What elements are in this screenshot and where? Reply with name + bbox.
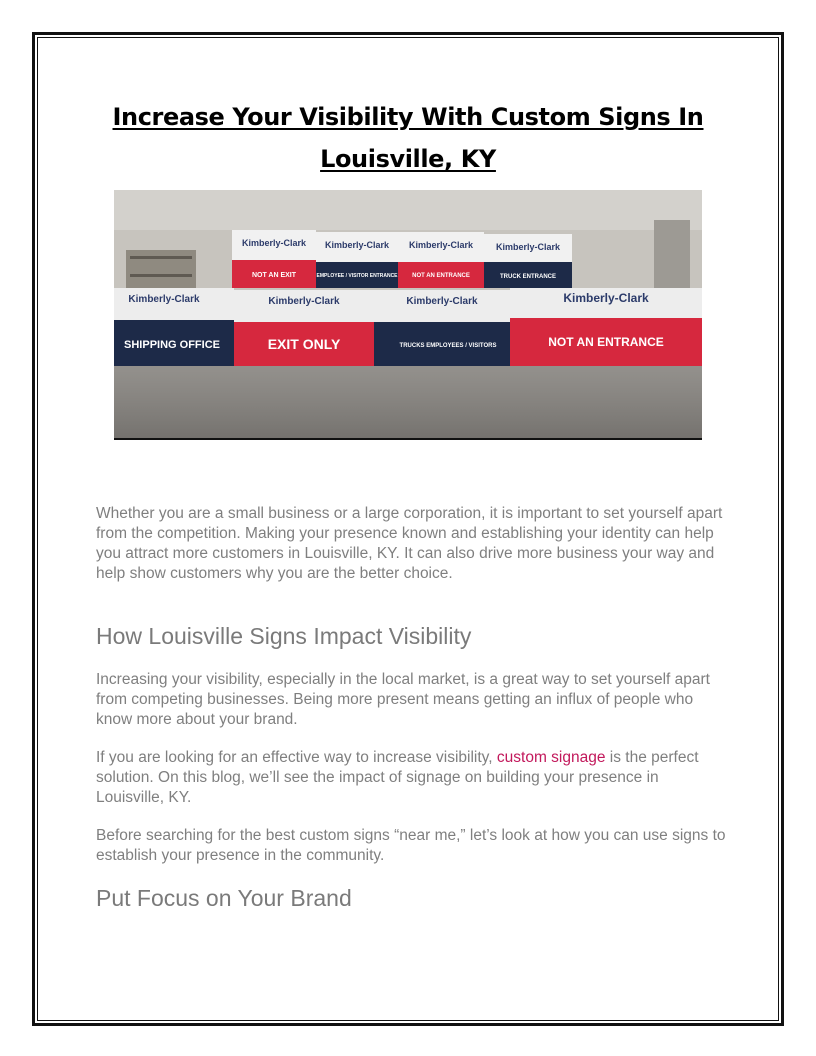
title-line-2: Louisville, KY [320,145,496,173]
paragraph-intro: Whether you are a small business or a large corporation, it is important to set yourself apart from the competition. Making your presence known and establishing your identity can help you attract more customers in Louisville, KY. It can also drive more business your way and help show customers why you are the better choice. [96,505,723,582]
front-logo-1: Kimberly-Clark [128,294,200,305]
title-line-1: Increase Your Visibility With Custom Signs In [112,103,704,131]
signs-photo [114,190,702,442]
back-label-2: EMPLOYEE / VISITOR ENTRANCE [316,273,398,279]
back-row-signs [232,230,572,288]
back-label-4: TRUCK ENTRANCE [500,274,556,280]
paragraph-custom-signage-before: If you are looking for an effective way to increase visibility, [96,749,497,766]
front-label-3: TRUCKS EMPLOYEES / VISITORS [399,343,497,349]
photo-underline [114,438,702,440]
heading-focus-brand: Put Focus on Your Brand [96,885,352,911]
front-label-4: NOT AN ENTRANCE [548,335,664,349]
front-label-1: SHIPPING OFFICE [124,339,220,351]
front-logo-3: Kimberly-Clark [406,296,478,307]
back-label-1: NOT AN EXIT [251,272,297,279]
back-logo-2: Kimberly-Clark [324,240,390,250]
front-logo-2: Kimberly-Clark [268,296,340,307]
heading-signs-impact: How Louisville Signs Impact Visibility [96,623,472,649]
custom-signage-link[interactable]: custom signage [496,749,606,766]
paragraph-custom-signage-after: is the perfect solution. On this blog, we’ll see the impact of signage on building your presence in Louisville, KY. [96,749,699,806]
front-label-2: EXIT ONLY [267,336,341,352]
front-logo-4: Kimberly-Clark [563,291,649,305]
back-label-3: NOT AN ENTRANCE [412,273,470,279]
front-row-signs [114,288,702,366]
back-logo-3: Kimberly-Clark [408,240,474,250]
paragraph-visibility: Increasing your visibility, especially in the local market, is a great way to set yourself apart from competing businesses. Being more present means getting an influx of people who know more about your brand. [96,671,710,728]
back-logo-1: Kimberly-Clark [241,238,307,248]
paragraph-near-me: Before searching for the best custom signs “near me,” let’s look at how you can use signs to establish your presence in the community. [96,827,726,864]
paragraph-custom-signage [96,748,726,808]
document-title [96,96,720,180]
back-logo-4: Kimberly-Clark [495,242,561,252]
